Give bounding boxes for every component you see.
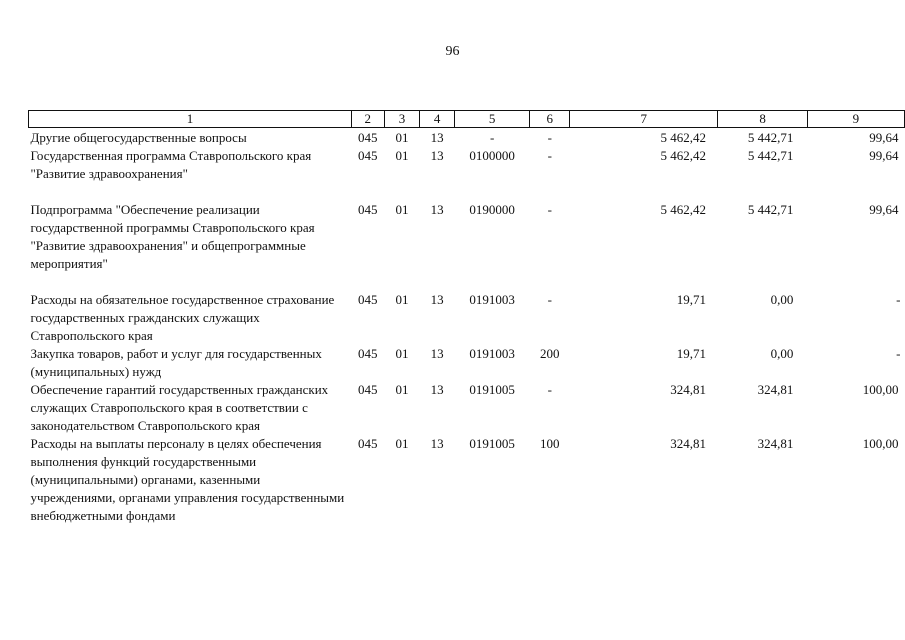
- cell-section: 01: [395, 292, 409, 307]
- cell-target-article: 0100000: [469, 148, 515, 163]
- cell-percent: 99,64: [869, 130, 899, 145]
- cell-expense-type: -: [547, 148, 552, 163]
- table-row: [29, 147, 905, 201]
- cell-percent: 99,64: [869, 202, 899, 217]
- cell-actual: 0,00: [770, 292, 794, 307]
- cell-target-article: 0191005: [469, 382, 515, 397]
- cell-subsection: 13: [430, 436, 444, 451]
- row-name: Закупка товаров, работ и услуг для государственных (муниципальных) нужд: [30, 346, 322, 379]
- cell-target-article: -: [490, 130, 495, 145]
- cell-expense-type: 100: [540, 436, 560, 451]
- cell-plan: 19,71: [676, 346, 706, 361]
- cell-section: 01: [395, 202, 409, 217]
- cell-plan: 324,81: [670, 382, 706, 397]
- cell-target-article: 0190000: [469, 202, 515, 217]
- cell-ministry-code: 045: [358, 202, 378, 217]
- cell-ministry-code: 045: [358, 436, 378, 451]
- column-header: 7: [570, 111, 718, 128]
- cell-plan: 5 462,42: [660, 148, 706, 163]
- cell-actual: 5 442,71: [747, 148, 794, 163]
- cell-subsection: 13: [430, 292, 444, 307]
- cell-section: 01: [395, 346, 409, 361]
- cell-subsection: 13: [430, 202, 444, 217]
- cell-expense-type: -: [547, 202, 552, 217]
- cell-section: 01: [395, 130, 409, 145]
- cell-section: 01: [395, 382, 409, 397]
- cell-expense-type: -: [547, 130, 552, 145]
- table-row: [29, 345, 905, 381]
- cell-ministry-code: 045: [358, 382, 378, 397]
- cell-target-article: 0191003: [469, 292, 515, 307]
- table-row: [29, 201, 905, 291]
- cell-target-article: 0191005: [469, 436, 515, 451]
- row-name: Другие общегосударственные вопросы: [30, 130, 247, 145]
- column-header: 8: [718, 111, 807, 128]
- cell-section: 01: [395, 148, 409, 163]
- table-row: [29, 381, 905, 435]
- column-header: 9: [807, 111, 904, 128]
- cell-percent: 99,64: [869, 148, 899, 163]
- cell-target-article: 0191003: [469, 346, 515, 361]
- table-row: [29, 435, 905, 525]
- column-header: 2: [351, 111, 384, 128]
- cell-ministry-code: 045: [358, 292, 378, 307]
- cell-actual: 0,00: [770, 346, 794, 361]
- column-header: 3: [384, 111, 420, 128]
- cell-percent: 100,00: [862, 436, 899, 451]
- row-name: Подпрограмма "Обеспечение реализации государственной программы Ставропольского края "Развитие здравоохранения" и общепрограммные мероприятия": [30, 202, 315, 271]
- cell-expense-type: -: [547, 292, 552, 307]
- cell-percent: -: [896, 346, 901, 361]
- cell-subsection: 13: [430, 382, 444, 397]
- cell-percent: -: [896, 292, 901, 307]
- cell-actual: 324,81: [757, 382, 794, 397]
- table-row: [29, 291, 905, 345]
- header-row: [29, 111, 905, 128]
- cell-expense-type: 200: [540, 346, 560, 361]
- cell-actual: 324,81: [757, 436, 794, 451]
- cell-plan: 5 462,42: [660, 130, 706, 145]
- column-header: 5: [454, 111, 530, 128]
- cell-subsection: 13: [430, 130, 444, 145]
- row-name: Расходы на обязательное государственное страхование государственных гражданских служащих Ставропольского края: [30, 292, 335, 343]
- cell-subsection: 13: [430, 346, 444, 361]
- cell-percent: 100,00: [862, 382, 899, 397]
- cell-actual: 5 442,71: [747, 202, 794, 217]
- row-name: Государственная программа Ставропольского края "Развитие здравоохранения": [30, 148, 312, 181]
- cell-plan: 19,71: [676, 292, 706, 307]
- cell-ministry-code: 045: [358, 130, 378, 145]
- budget-table: [28, 110, 905, 525]
- cell-plan: 5 462,42: [660, 202, 706, 217]
- column-header: 1: [29, 111, 352, 128]
- cell-ministry-code: 045: [358, 148, 378, 163]
- cell-expense-type: -: [547, 382, 552, 397]
- cell-ministry-code: 045: [358, 346, 378, 361]
- row-name: Обеспечение гарантий государственных гражданских служащих Ставропольского края в соответствии с законодательством Ставропольского края: [30, 382, 329, 433]
- cell-actual: 5 442,71: [747, 130, 794, 145]
- column-header: 4: [420, 111, 455, 128]
- page-number: 96: [445, 44, 460, 59]
- table-row: [29, 128, 905, 148]
- cell-plan: 324,81: [670, 436, 706, 451]
- row-name: Расходы на выплаты персоналу в целях обеспечения выполнения функций государственными (муниципальными) органами, казенными учреждениями, органами управления государственными внебюджетными фондами: [30, 436, 345, 523]
- cell-section: 01: [395, 436, 409, 451]
- column-header: 6: [530, 111, 570, 128]
- cell-subsection: 13: [430, 148, 444, 163]
